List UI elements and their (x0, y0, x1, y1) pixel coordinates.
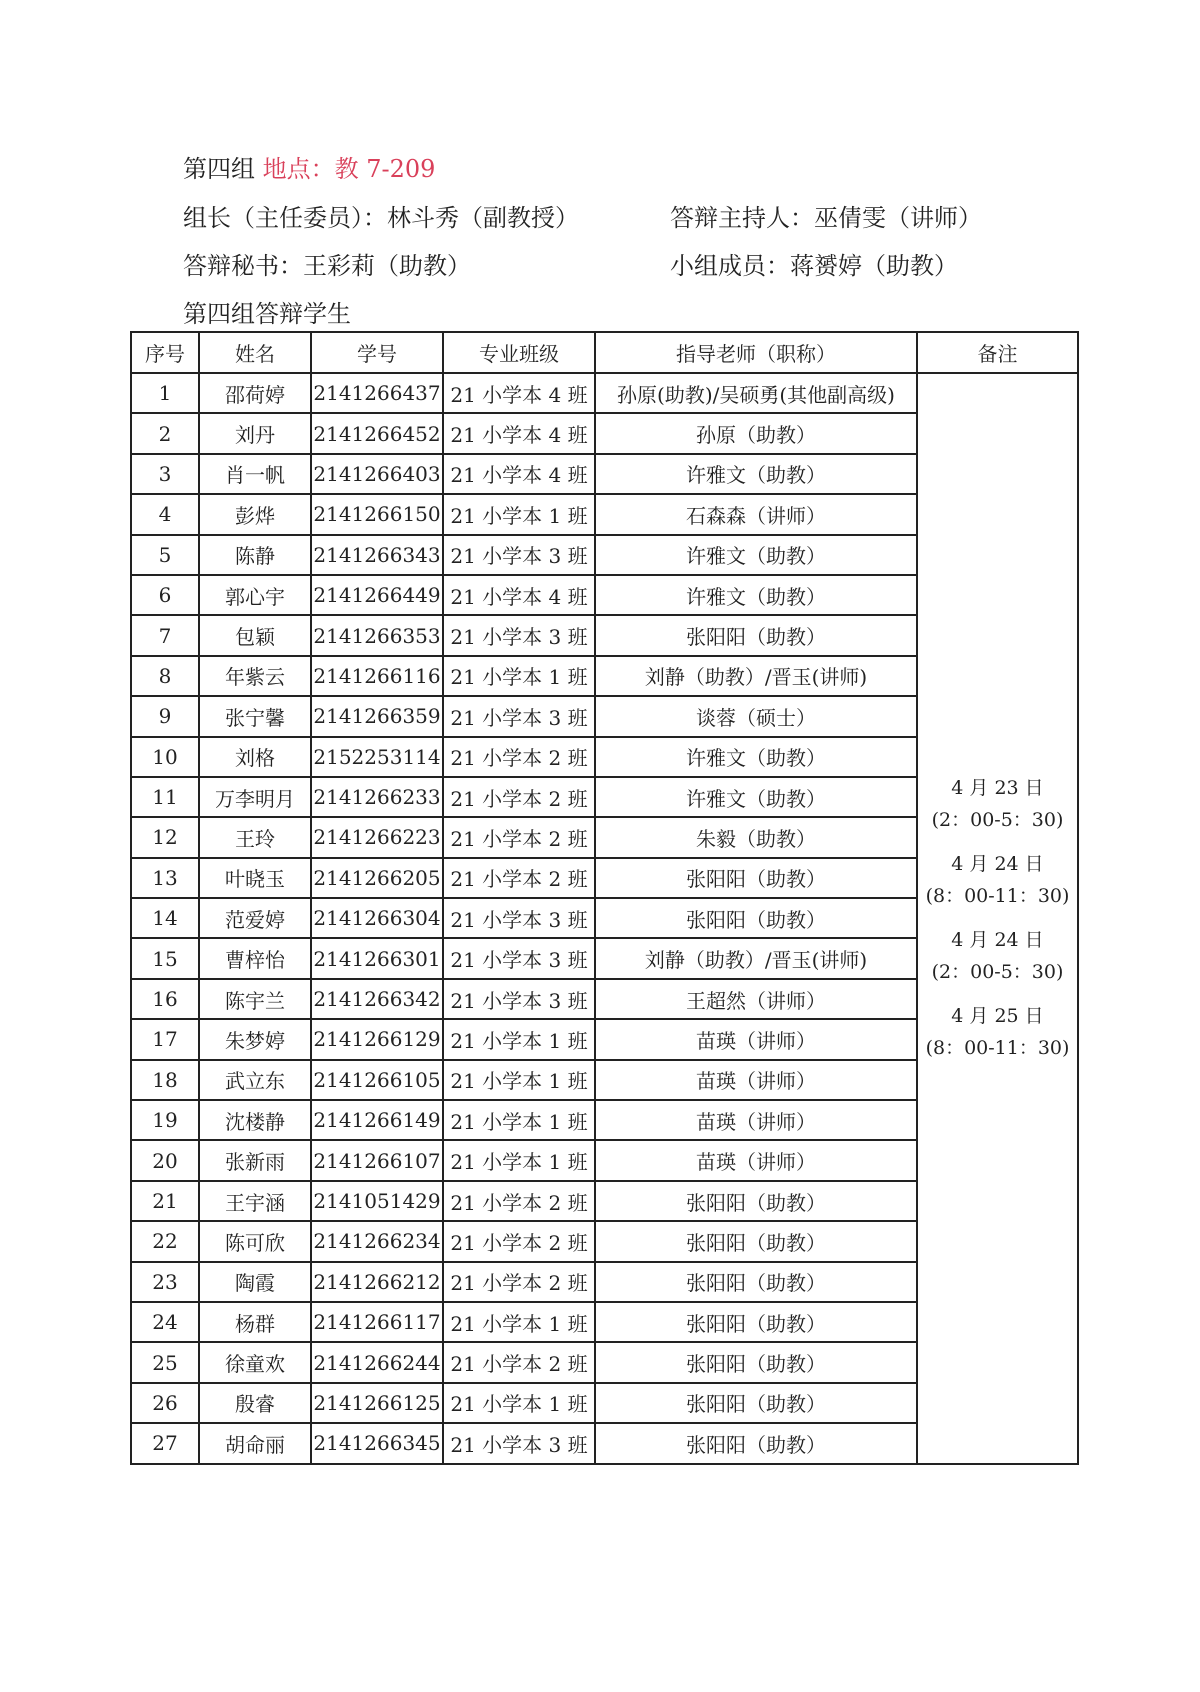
cell-name: 殷睿 (199, 1383, 311, 1423)
cell-student-id: 2141266342 (311, 979, 443, 1019)
cell-student-id: 2141051429 (311, 1181, 443, 1221)
cell-name: 武立东 (199, 1060, 311, 1100)
cell-name: 年紫云 (199, 656, 311, 696)
cell-name: 杨群 (199, 1302, 311, 1342)
cell-advisor: 苗瑛（讲师） (595, 1019, 917, 1059)
cell-class: 21 小学本 3 班 (443, 898, 595, 938)
cell-class: 21 小学本 1 班 (443, 1383, 595, 1423)
cell-no: 8 (131, 656, 199, 696)
col-header-id: 学号 (311, 332, 443, 373)
cell-class: 21 小学本 2 班 (443, 1181, 595, 1221)
cell-note-schedule (917, 373, 1078, 1464)
cell-class: 21 小学本 1 班 (443, 1100, 595, 1140)
cell-advisor: 王超然（讲师） (595, 979, 917, 1019)
cell-no: 23 (131, 1262, 199, 1302)
cell-class: 21 小学本 2 班 (443, 858, 595, 898)
cell-no: 15 (131, 938, 199, 978)
cell-no: 11 (131, 777, 199, 817)
cell-name: 刘丹 (199, 413, 311, 453)
cell-no: 7 (131, 615, 199, 655)
cell-class: 21 小学本 2 班 (443, 1342, 595, 1382)
cell-advisor: 张阳阳（助教） (595, 1181, 917, 1221)
slot-time: (8：00-11：30) (925, 885, 1070, 908)
cell-name: 郭心宇 (199, 575, 311, 615)
cell-name: 张新雨 (199, 1140, 311, 1180)
cell-class: 21 小学本 3 班 (443, 938, 595, 978)
cell-class: 21 小学本 1 班 (443, 494, 595, 534)
cell-no: 1 (131, 373, 199, 413)
cell-class: 21 小学本 4 班 (443, 454, 595, 494)
cell-advisor: 许雅文（助教） (595, 737, 917, 777)
slot-date: 4 月 24 日 (951, 853, 1044, 876)
cell-name: 王玲 (199, 817, 311, 857)
cell-advisor: 张阳阳（助教） (595, 1383, 917, 1423)
col-header-class: 专业班级 (443, 332, 595, 373)
cell-name: 叶晓玉 (199, 858, 311, 898)
cell-no: 3 (131, 454, 199, 494)
cell-student-id: 2141266117 (311, 1302, 443, 1342)
group-name: 第四组 (183, 155, 255, 183)
cell-student-id: 2141266150 (311, 494, 443, 534)
cell-advisor: 谈蓉（硕士） (595, 696, 917, 736)
cell-name: 邵荷婷 (199, 373, 311, 413)
group-leader: 组长（主任委员）：林斗秀（副教授） (183, 204, 579, 232)
cell-class: 21 小学本 2 班 (443, 1221, 595, 1261)
cell-student-id: 2152253114 (311, 737, 443, 777)
cell-advisor: 许雅文（助教） (595, 535, 917, 575)
slot-time: (8：00-11：30) (925, 1037, 1070, 1060)
cell-student-id: 2141266129 (311, 1019, 443, 1059)
cell-class: 21 小学本 4 班 (443, 413, 595, 453)
slot-time: (2：00-5：30) (931, 809, 1064, 832)
cell-student-id: 2141266212 (311, 1262, 443, 1302)
cell-advisor: 许雅文（助教） (595, 777, 917, 817)
cell-advisor: 许雅文（助教） (595, 575, 917, 615)
col-header-name: 姓名 (199, 332, 311, 373)
cell-name: 陶霞 (199, 1262, 311, 1302)
cell-advisor: 张阳阳（助教） (595, 1221, 917, 1261)
cell-no: 27 (131, 1423, 199, 1463)
defense-host: 答辩主持人：巫倩雯（讲师） (670, 204, 982, 232)
col-header-note: 备注 (917, 332, 1078, 373)
cell-advisor: 刘静（助教）/晋玉(讲师) (595, 938, 917, 978)
cell-class: 21 小学本 3 班 (443, 979, 595, 1019)
group-member: 小组成员：蒋赟婷（助教） (670, 252, 958, 280)
cell-no: 10 (131, 737, 199, 777)
cell-no: 21 (131, 1181, 199, 1221)
cell-class: 21 小学本 3 班 (443, 696, 595, 736)
cell-name: 范爱婷 (199, 898, 311, 938)
table-header-row (131, 332, 1078, 373)
cell-no: 5 (131, 535, 199, 575)
cell-advisor: 张阳阳（助教） (595, 898, 917, 938)
schedule-slot (918, 772, 1077, 836)
cell-no: 24 (131, 1302, 199, 1342)
cell-student-id: 2141266116 (311, 656, 443, 696)
cell-name: 沈楼静 (199, 1100, 311, 1140)
cell-class: 21 小学本 1 班 (443, 656, 595, 696)
cell-name: 陈可欣 (199, 1221, 311, 1261)
cell-no: 4 (131, 494, 199, 534)
cell-student-id: 2141266353 (311, 615, 443, 655)
slot-date: 4 月 25 日 (951, 1005, 1044, 1028)
cell-no: 17 (131, 1019, 199, 1059)
student-table (130, 331, 1079, 1465)
cell-student-id: 2141266125 (311, 1383, 443, 1423)
cell-class: 21 小学本 1 班 (443, 1140, 595, 1180)
cell-advisor: 苗瑛（讲师） (595, 1100, 917, 1140)
cell-no: 13 (131, 858, 199, 898)
cell-advisor: 张阳阳（助教） (595, 1302, 917, 1342)
cell-advisor: 张阳阳（助教） (595, 1423, 917, 1463)
cell-student-id: 2141266233 (311, 777, 443, 817)
cell-student-id: 2141266345 (311, 1423, 443, 1463)
students-title: 第四组答辩学生 (183, 300, 351, 328)
cell-name: 肖一帆 (199, 454, 311, 494)
cell-name: 朱梦婷 (199, 1019, 311, 1059)
cell-class: 21 小学本 4 班 (443, 575, 595, 615)
cell-name: 万李明月 (199, 777, 311, 817)
slot-date: 4 月 24 日 (951, 929, 1044, 952)
cell-student-id: 2141266304 (311, 898, 443, 938)
cell-class: 21 小学本 3 班 (443, 535, 595, 575)
cell-student-id: 2141266452 (311, 413, 443, 453)
cell-class: 21 小学本 1 班 (443, 1060, 595, 1100)
cell-student-id: 2141266234 (311, 1221, 443, 1261)
cell-student-id: 2141266205 (311, 858, 443, 898)
cell-advisor: 朱毅（助教） (595, 817, 917, 857)
cell-no: 16 (131, 979, 199, 1019)
cell-name: 徐童欢 (199, 1342, 311, 1382)
cell-student-id: 2141266105 (311, 1060, 443, 1100)
cell-no: 9 (131, 696, 199, 736)
cell-no: 22 (131, 1221, 199, 1261)
col-header-advisor: 指导老师（职称） (595, 332, 917, 373)
location: 地点：教 7-209 (262, 155, 436, 183)
cell-student-id: 2141266343 (311, 535, 443, 575)
cell-advisor: 张阳阳（助教） (595, 615, 917, 655)
cell-class: 21 小学本 1 班 (443, 1302, 595, 1342)
cell-no: 19 (131, 1100, 199, 1140)
cell-advisor: 苗瑛（讲师） (595, 1060, 917, 1100)
cell-name: 彭烨 (199, 494, 311, 534)
cell-student-id: 2141266437 (311, 373, 443, 413)
table-body (131, 373, 1078, 1464)
cell-name: 王宇涵 (199, 1181, 311, 1221)
cell-advisor: 石森森（讲师） (595, 494, 917, 534)
cell-name: 陈宇兰 (199, 979, 311, 1019)
schedule-slot (918, 1000, 1077, 1064)
group-heading (183, 149, 435, 184)
cell-no: 18 (131, 1060, 199, 1100)
cell-no: 12 (131, 817, 199, 857)
cell-advisor: 许雅文（助教） (595, 454, 917, 494)
cell-name: 陈静 (199, 535, 311, 575)
cell-name: 张宁馨 (199, 696, 311, 736)
cell-no: 14 (131, 898, 199, 938)
cell-student-id: 2141266403 (311, 454, 443, 494)
cell-student-id: 2141266149 (311, 1100, 443, 1140)
schedule-slot (918, 848, 1077, 912)
cell-no: 2 (131, 413, 199, 453)
cell-advisor: 孙原（助教） (595, 413, 917, 453)
slot-date: 4 月 23 日 (951, 777, 1044, 800)
cell-advisor: 孙原(助教)/吴硕勇(其他副高级) (595, 373, 917, 413)
slot-time: (2：00-5：30) (931, 961, 1064, 984)
col-header-no: 序号 (131, 332, 199, 373)
cell-no: 26 (131, 1383, 199, 1423)
cell-student-id: 2141266301 (311, 938, 443, 978)
cell-class: 21 小学本 4 班 (443, 373, 595, 413)
cell-student-id: 2141266244 (311, 1342, 443, 1382)
cell-name: 包颖 (199, 615, 311, 655)
cell-name: 曹梓怡 (199, 938, 311, 978)
table-row (131, 373, 1078, 413)
cell-student-id: 2141266223 (311, 817, 443, 857)
cell-advisor: 张阳阳（助教） (595, 1262, 917, 1302)
cell-no: 20 (131, 1140, 199, 1180)
cell-advisor: 张阳阳（助教） (595, 1342, 917, 1382)
schedule-slot (918, 924, 1077, 988)
defense-secretary: 答辩秘书：王彩莉（助教） (183, 252, 471, 280)
cell-name: 胡命丽 (199, 1423, 311, 1463)
cell-no: 6 (131, 575, 199, 615)
cell-student-id: 2141266359 (311, 696, 443, 736)
cell-class: 21 小学本 2 班 (443, 777, 595, 817)
cell-student-id: 2141266107 (311, 1140, 443, 1180)
cell-class: 21 小学本 2 班 (443, 817, 595, 857)
cell-student-id: 2141266449 (311, 575, 443, 615)
cell-class: 21 小学本 3 班 (443, 1423, 595, 1463)
cell-class: 21 小学本 2 班 (443, 1262, 595, 1302)
cell-advisor: 张阳阳（助教） (595, 858, 917, 898)
cell-class: 21 小学本 2 班 (443, 737, 595, 777)
cell-no: 25 (131, 1342, 199, 1382)
cell-advisor: 刘静（助教）/晋玉(讲师) (595, 656, 917, 696)
cell-advisor: 苗瑛（讲师） (595, 1140, 917, 1180)
cell-class: 21 小学本 3 班 (443, 615, 595, 655)
cell-name: 刘格 (199, 737, 311, 777)
cell-class: 21 小学本 1 班 (443, 1019, 595, 1059)
